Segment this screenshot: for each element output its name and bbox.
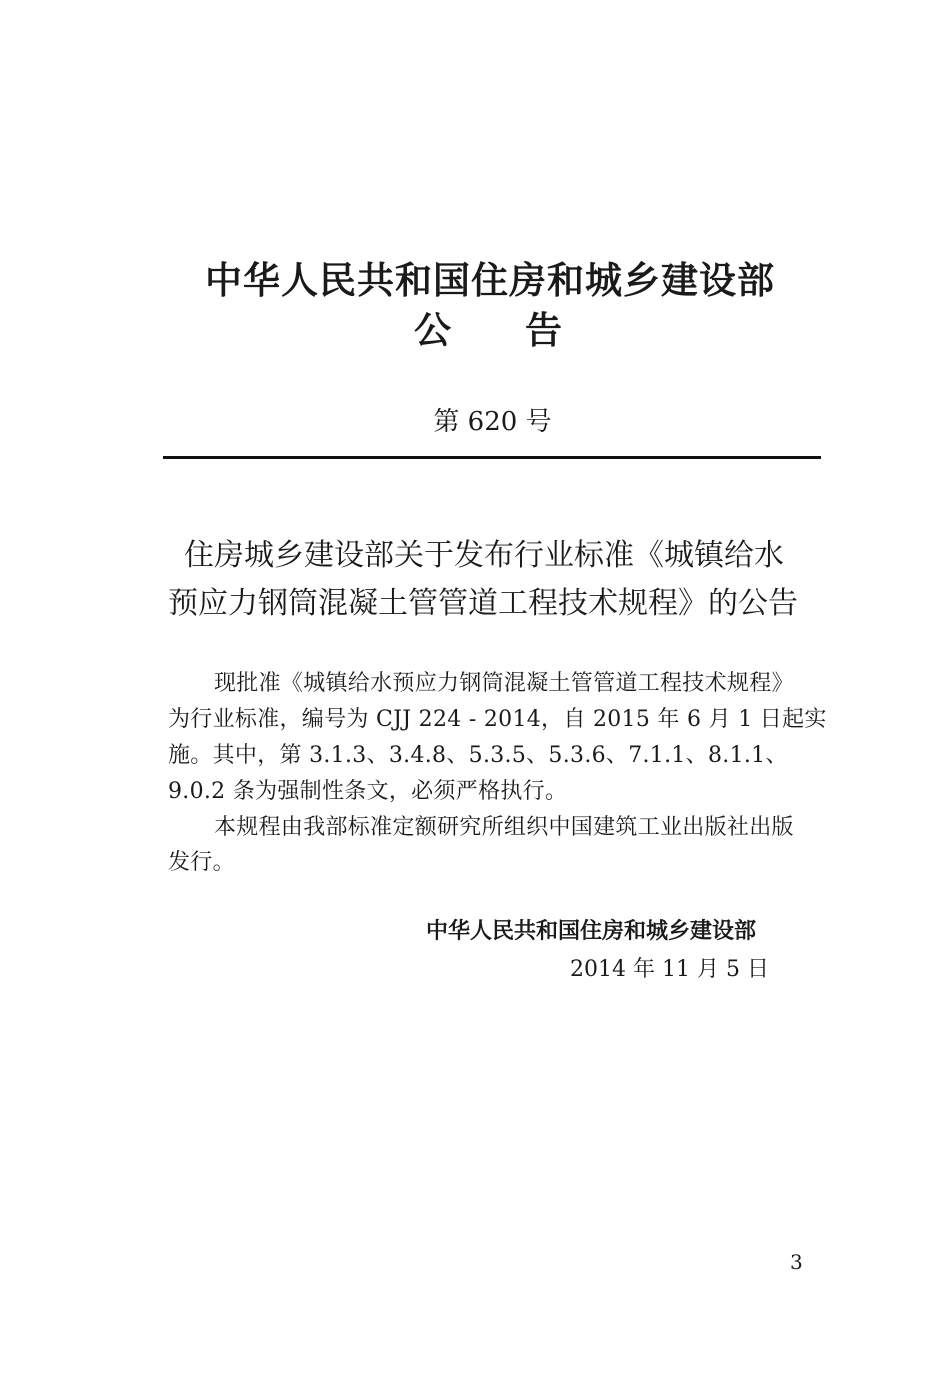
signature-date: 2014 年 11 月 5 日 xyxy=(570,957,769,982)
header-divider xyxy=(163,456,821,459)
signature-organization: 中华人民共和国住房和城乡建设部 xyxy=(426,919,757,944)
notice-heading-line-2: 预应力钢筒混凝土管管道工程技术规程》的公告 xyxy=(168,586,798,621)
body-paragraph-1-line-4: 9.0.2 条为强制性条文，必须严格执行。 xyxy=(168,779,568,804)
notice-heading-line-1: 住房城乡建设部关于发布行业标准《城镇给水 xyxy=(184,538,784,573)
page-number: 3 xyxy=(790,1250,803,1274)
body-paragraph-2-line-1: 本规程由我部标准定额研究所组织中国建筑工业出版社出版 xyxy=(214,815,794,840)
notice-number: 第 620 号 xyxy=(433,407,552,437)
body-paragraph-1-line-2: 为行业标准，编号为 CJJ 224 - 2014，自 2015 年 6 月 1 日起实 xyxy=(168,707,827,732)
body-paragraph-2-line-2: 发行。 xyxy=(168,850,235,875)
body-paragraph-1-line-1: 现批准《城镇给水预应力钢筒混凝土管管道工程技术规程》 xyxy=(214,671,794,696)
body-paragraph-1-line-3: 施。其中，第 3.1.3、3.4.8、5.3.5、5.3.6、7.1.1、8.1.1、 xyxy=(168,743,788,768)
ministry-title: 中华人民共和国住房和城乡建设部 xyxy=(205,259,775,302)
notice-title: 公告 xyxy=(414,309,636,352)
